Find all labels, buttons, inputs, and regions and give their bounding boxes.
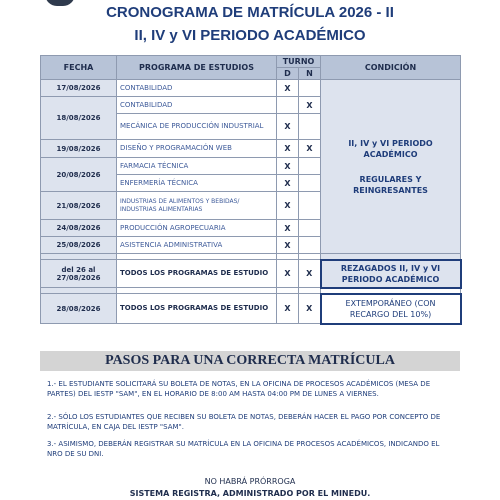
turno-d-cell: X	[277, 237, 299, 254]
turno-d-cell: X	[277, 140, 299, 158]
fecha-cell: 17/08/2026	[41, 80, 117, 97]
header-programa: PROGRAMA DE ESTUDIOS	[117, 56, 277, 80]
programa-cell: ASISTENCIA ADMINISTRATIVA	[117, 237, 277, 254]
table-row	[41, 294, 461, 324]
programa-cell: PRODUCCIÓN AGROPECUARIA	[117, 220, 277, 237]
turno-d-cell: X	[277, 260, 299, 288]
header-condicion: CONDICIÓN	[321, 56, 461, 80]
turno-n-cell	[299, 80, 321, 97]
turno-n-cell	[299, 237, 321, 254]
step-2: 2.- SÓLO LOS ESTUDIANTES QUE RECIBEN SU BOLETA DE NOTAS, DEBERÁN HACER EL PAGO POR CONCEPTO DE MATRÍCULA, EN CAJA DEL IESTP "SAM".	[47, 413, 441, 431]
schedule-table	[40, 55, 462, 325]
programa-cell: ENFERMERÍA TÉCNICA	[117, 175, 277, 192]
condicion-regulares-text: REGULARES Y REINGRESANTES	[353, 174, 428, 195]
header-turno-d: D	[277, 68, 299, 80]
programa-cell: MECÁNICA DE PRODUCCIÓN INDUSTRIAL	[117, 114, 277, 140]
turno-d-cell: X	[277, 158, 299, 175]
programa-cell: FARMACIA TÉCNICA	[117, 158, 277, 175]
turno-d-cell: X	[277, 220, 299, 237]
turno-n-cell	[299, 192, 321, 220]
turno-d-cell	[277, 97, 299, 114]
fecha-cell: 25/08/2026	[41, 237, 117, 254]
table-row	[41, 80, 461, 97]
programa-cell: INDUSTRIAS DE ALIMENTOS Y BEBIDAS/ INDUSTRIAS ALIMENTARIAS	[117, 192, 277, 220]
header-turno-n: N	[299, 68, 321, 80]
header-turno: TURNO	[277, 56, 321, 68]
turno-n-cell: X	[299, 260, 321, 288]
condicion-rezagados: REZAGADOS II, IV y VI PERIODO ACADÉMICO	[321, 260, 461, 288]
turno-n-cell	[299, 175, 321, 192]
step-1: 1.- EL ESTUDIANTE SOLICITARÁ SU BOLETA DE NOTAS, EN LA OFICINA DE PROCESOS ACADÉMICOS (MESA DE PARTES) DEL IESTP "SAM", EN EL HORARIO DE 8:00 AM HASTA 04:00 PM DE LUNES A VIERNES.	[47, 380, 431, 398]
table-row	[41, 260, 461, 288]
fecha-cell: 18/08/2026	[41, 97, 117, 140]
condicion-periodo-text: II, IV y VI PERIODO ACADÉMICO	[348, 138, 433, 159]
fecha-cell: 21/08/2026	[41, 192, 117, 220]
programa-cell: DISEÑO Y PROGRAMACIÓN WEB	[117, 140, 277, 158]
programa-cell: TODOS LOS PROGRAMAS DE ESTUDIO	[117, 294, 277, 324]
turno-n-cell: X	[299, 140, 321, 158]
footer-sistema: SISTEMA REGISTRA, ADMINISTRADO POR EL MINEDU.	[129, 489, 371, 498]
condicion-regulares	[321, 80, 461, 254]
turno-d-cell: X	[277, 175, 299, 192]
programa-cell: CONTABILIDAD	[117, 80, 277, 97]
turno-n-cell: X	[299, 294, 321, 324]
turno-d-cell: X	[277, 192, 299, 220]
fecha-cell: del 26 al 27/08/2026	[41, 260, 117, 288]
steps-title: PASOS PARA UNA CORRECTA MATRÍCULA	[40, 351, 460, 371]
fecha-cell: 24/08/2026	[41, 220, 117, 237]
turno-d-cell: X	[277, 294, 299, 324]
turno-n-cell	[299, 114, 321, 140]
fecha-cell: 20/08/2026	[41, 158, 117, 192]
turno-n-cell: X	[299, 97, 321, 114]
turno-d-cell: X	[277, 80, 299, 97]
programa-cell: TODOS LOS PROGRAMAS DE ESTUDIO	[117, 260, 277, 288]
turno-n-cell	[299, 158, 321, 175]
page-title: CRONOGRAMA DE MATRÍCULA 2026 - II	[106, 4, 394, 21]
header-fecha: FECHA	[41, 56, 117, 80]
fecha-cell: 19/08/2026	[41, 140, 117, 158]
turno-n-cell	[299, 220, 321, 237]
turno-d-cell: X	[277, 114, 299, 140]
step-3: 3.- ASIMISMO, DEBERÁN REGISTRAR SU MATRÍCULA EN LA OFICINA DE PROCESOS ACADÉMICOS, INDICANDO EL NRO DE SU DNI.	[47, 440, 440, 458]
programa-cell: CONTABILIDAD	[117, 97, 277, 114]
page-subtitle: II, IV y VI PERIODO ACADÉMICO	[134, 27, 366, 44]
fecha-cell: 28/08/2026	[41, 294, 117, 324]
footer-no-prorroga: NO HABRÁ PRÓRROGA	[204, 477, 296, 486]
condicion-extemporaneo: EXTEMPORÁNEO (CON RECARGO DEL 10%)	[321, 294, 461, 324]
